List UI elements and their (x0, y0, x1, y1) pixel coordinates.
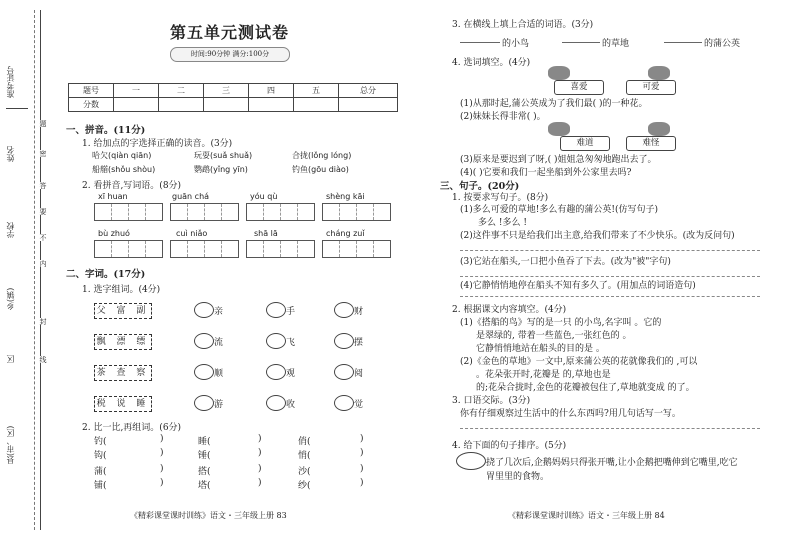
compare-item: 蒲( (94, 467, 107, 477)
s3-item: 胃里里的食物。 (486, 472, 550, 482)
score-cell[interactable] (159, 98, 204, 112)
reading-item: 哈欠(qiàn qiān) (92, 151, 152, 160)
answer-oval[interactable] (334, 395, 354, 411)
reading-item: 玩耍(suǎ shuǎ) (194, 151, 253, 160)
oval-char: 手 (286, 307, 296, 317)
compare-item: 钩( (94, 451, 107, 461)
writing-grid[interactable] (94, 240, 163, 258)
answer-oval[interactable] (334, 364, 354, 380)
fill-word: 的草地 (602, 39, 630, 49)
score-header-cell: 四 (249, 84, 294, 98)
compare-item: 塔( (198, 481, 211, 491)
answer-oval[interactable] (266, 395, 286, 411)
reading-item: 钓鱼(gōu diào) (292, 165, 349, 174)
s3-item: 多么 !多么 ! (478, 218, 527, 228)
writing-grid[interactable] (322, 203, 391, 221)
s3-item: (2)这件事不只是给我们出主意,给我们带来了不少快乐。(改为反问句) (460, 231, 735, 241)
seal-char: 答 (39, 182, 47, 189)
compare-close: ) (360, 448, 364, 458)
answer-oval[interactable] (194, 395, 214, 411)
cloud-icon (648, 66, 670, 80)
seal-char: 线 (39, 356, 47, 363)
time-info: 时间:90分钟 满分:100分 (170, 47, 290, 62)
answer-oval[interactable] (194, 364, 214, 380)
page-title: 第五单元测试卷 (170, 23, 290, 42)
compare-item: 钓( (94, 437, 107, 447)
word-card: 难怪 (626, 136, 676, 151)
oval-char: 亲 (214, 307, 224, 317)
answer-oval[interactable] (194, 302, 214, 318)
compare-item: 纱( (298, 481, 311, 491)
footer-right: 《精彩课堂课时训练》语文・三年级上册 84 (508, 511, 665, 520)
choice-box: 父 富 副 (94, 303, 152, 319)
fill-word: 的小鸟 (502, 39, 530, 49)
footer-left: 《精彩课堂课时训练》语文・三年级上册 83 (130, 511, 287, 520)
cloud-icon (548, 122, 570, 136)
seal-char: 封 (39, 318, 47, 325)
s3-item: (1)多么可爱的草地!多么有趣的蒲公英!(仿写句子) (460, 205, 659, 215)
s3-item: (2)《金色的草地》一文中,原来蒲公英的花就像我们的 ,可以 (460, 357, 698, 367)
compare-close: ) (360, 464, 364, 474)
compare-item: 沙( (298, 467, 311, 477)
compare-close: ) (160, 478, 164, 488)
word-card: 可爱 (626, 80, 676, 95)
compare-item: 俏( (298, 437, 311, 447)
score-header-cell: 三 (204, 84, 249, 98)
reading-item: 鹦鹉(yǐng yīn) (194, 165, 248, 174)
margin-underline (6, 108, 28, 109)
seal-char: 要 (39, 208, 47, 215)
pinyin-label: guān chá (172, 192, 210, 201)
compare-item: 搭( (198, 467, 211, 477)
order-oval[interactable] (456, 452, 486, 470)
answer-oval[interactable] (334, 333, 354, 349)
compare-close: ) (160, 434, 164, 444)
s3-item: 挠了几次后,企鹅妈妈只得张开嘴,让小企鹅把嘴伸到它嘴里,吃它 (486, 458, 738, 468)
q1-1-prompt: 1. 给加点的字选择正确的读音。(3分) (82, 139, 233, 149)
seal-char: 密 (39, 150, 47, 157)
oval-char: 财 (354, 307, 364, 317)
margin-label-name: 姓名 (6, 146, 15, 162)
seal-char: 内 (39, 260, 47, 267)
choice-box: 飘 漂 缥 (94, 334, 152, 350)
s3-item: (1)《搭船的鸟》写的是一只 的小鸟,名字叫 。它的 (460, 318, 662, 328)
answer-line[interactable] (460, 428, 760, 429)
word-card: 难道 (560, 136, 610, 151)
answer-oval[interactable] (266, 333, 286, 349)
word-card: 喜爱 (554, 80, 604, 95)
score-header-cell: 总分 (339, 84, 398, 98)
fill-sentence: (3)原来是要迟到了呀,( )姐姐急匆匆地跑出去了。 (460, 155, 657, 165)
score-cell[interactable] (339, 98, 398, 112)
fill-word: 的蒲公英 (704, 39, 741, 49)
score-cell[interactable] (294, 98, 339, 112)
cloud-icon (548, 66, 570, 80)
margin-label-town: 乡(镇) (6, 287, 15, 311)
fill-line[interactable] (562, 42, 600, 43)
pinyin-label: bù zhuó (98, 229, 130, 238)
score-cell[interactable] (114, 98, 159, 112)
fold-line (34, 10, 35, 530)
s3-q3-prompt: 3. 口语交际。(3分) (452, 396, 531, 406)
compare-close: ) (258, 478, 262, 488)
answer-line[interactable] (460, 250, 760, 251)
s3-item: 。花朵张开时,花瓣是 的,草地也是 (476, 370, 611, 380)
choice-box: 茶 查 察 (94, 365, 152, 381)
compare-close: ) (160, 464, 164, 474)
fill-sentence: (2)妹妹长得非常( )。 (460, 112, 546, 122)
section-2-heading: 二、字词。(17分) (66, 269, 146, 280)
q3-prompt: 3. 在横线上填上合适的词语。(3分) (452, 20, 594, 30)
oval-char: 收 (286, 400, 296, 410)
margin-label-district: 区 (6, 355, 15, 363)
answer-oval[interactable] (194, 333, 214, 349)
s3-q4-prompt: 4. 给下面的句子排序。(5分) (452, 441, 567, 451)
score-cell[interactable] (204, 98, 249, 112)
reading-item: 船艏(shǒu shòu) (92, 165, 156, 174)
answer-line[interactable] (460, 296, 760, 297)
margin-label-school: 学校 (6, 222, 15, 238)
margin-label-county: 县(市、区) (6, 425, 15, 465)
q2-2-prompt: 2. 比一比,再组词。(6分) (82, 423, 182, 433)
fill-sentence: (4)( )它要和我们一起坐船到外公家里去吗? (460, 168, 632, 178)
writing-grid[interactable] (170, 240, 239, 258)
reading-item: 合拢(lǒng lóng) (292, 151, 352, 160)
oval-char: 顺 (214, 369, 224, 379)
compare-close: ) (360, 434, 364, 444)
writing-grid[interactable] (246, 203, 315, 221)
cloud-icon (648, 122, 670, 136)
pinyin-label: xī huan (98, 192, 128, 201)
writing-grid[interactable] (170, 203, 239, 221)
pinyin-label: shā lā (254, 229, 278, 238)
pinyin-label: cháng zuǐ (326, 229, 365, 238)
oval-char: 流 (214, 338, 224, 348)
s3-item: 是翠绿的, 带着一些蓝色,一张红色的 。 (476, 331, 632, 341)
compare-close: ) (258, 434, 262, 444)
oval-char: 飞 (286, 338, 296, 348)
score-header-cell: 题号 (69, 84, 114, 98)
binding-margin (0, 0, 56, 558)
score-table (68, 83, 398, 112)
score-row-label: 分数 (69, 98, 114, 112)
oval-char: 阅 (354, 369, 364, 379)
pinyin-label: yóu qù (250, 192, 278, 201)
q2-1-prompt: 1. 选字组词。(4分) (82, 285, 161, 295)
s3-item: 它静悄悄地站在船头的目的是 。 (476, 344, 605, 354)
pinyin-label: shèng kāi (326, 192, 365, 201)
fill-line[interactable] (664, 42, 702, 43)
oval-char: 观 (286, 369, 296, 379)
answer-oval[interactable] (266, 302, 286, 318)
fill-sentence: (1)从那时起,蒲公英成为了我们最( )的一种花。 (460, 99, 648, 109)
choice-box: 税 说 睡 (94, 396, 152, 412)
writing-grid[interactable] (246, 240, 315, 258)
seal-char: 题 (39, 120, 47, 127)
compare-close: ) (160, 448, 164, 458)
answer-oval[interactable] (334, 302, 354, 318)
compare-close: ) (360, 478, 364, 488)
section-1-heading: 一、拼音。(11分) (66, 125, 146, 136)
compare-item: 睡( (198, 437, 211, 447)
score-cell[interactable] (249, 98, 294, 112)
writing-grid[interactable] (94, 203, 163, 221)
seal-char: 不 (39, 234, 47, 241)
oval-char: 摆 (354, 338, 364, 348)
pinyin-label: cuì niǎo (176, 229, 208, 238)
s3-item: (4)它静悄悄地停在船头不知有多久了。(用加点的词语造句) (460, 281, 696, 291)
writing-grid[interactable] (322, 240, 391, 258)
s3-q1-prompt: 1. 按要求写句子。(8分) (452, 193, 549, 203)
s3-item: 的;花朵合拢时,金色的花瓣被包住了,草地就变成 的了。 (476, 383, 695, 393)
compare-item: 铺( (94, 481, 107, 491)
s3-item: 你有仔细观察过生活中的什么东西吗?用几句话写一写。 (460, 409, 681, 419)
compare-item: 悄( (298, 451, 311, 461)
score-header-cell: 一 (114, 84, 159, 98)
oval-char: 游 (214, 400, 224, 410)
fill-line[interactable] (460, 42, 500, 43)
s3-item: (3)它站在船头,一口把小鱼吞了下去。(改为"被"字句) (460, 257, 671, 267)
margin-label-exam-id: 准考证号 (6, 66, 15, 98)
answer-oval[interactable] (266, 364, 286, 380)
compare-close: ) (258, 464, 262, 474)
seal-line (40, 10, 41, 530)
score-header-cell: 五 (294, 84, 339, 98)
compare-item: 锤( (198, 451, 211, 461)
answer-line[interactable] (460, 276, 760, 277)
s3-q2-prompt: 2. 根据课文内容填空。(4分) (452, 305, 567, 315)
oval-char: 觉 (354, 400, 364, 410)
q4-prompt: 4. 选词填空。(4分) (452, 58, 531, 68)
q1-2-prompt: 2. 看拼音,写词语。(8分) (82, 181, 182, 191)
score-header-cell: 二 (159, 84, 204, 98)
compare-close: ) (258, 448, 262, 458)
section-3-heading: 三、句子。(20分) (440, 181, 520, 192)
